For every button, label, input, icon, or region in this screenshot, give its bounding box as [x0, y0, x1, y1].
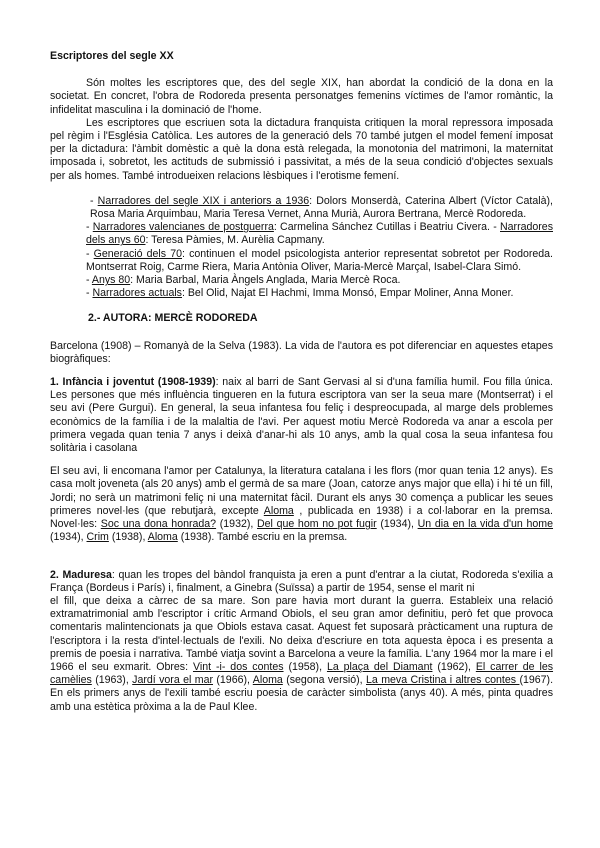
section-title: 2.- AUTORA: MERCÈ RODOREDA: [88, 312, 258, 325]
list-item: - Generació dels 70: continuen el model psicologista anterior representat sobretot per Rodoreda. Montserrat Roig, Carme Riera, Maria Antònia Oliver, Maria-Mercè Marçal, Isabel-Clara Simó.: [86, 247, 553, 273]
stage-2-paragraph-cont: el fill, que deixa a càrrec de sa mare. Son pare havia mort durant la guerra. Estableix una relació extramatrimonial amb l'escriptor i crític Armand Obiols, el seu gran amor definitiu, però fet que provoca comentaris malintencionats ja que Obiols estava casat. Aquest fet suposarà pràcticament una ruptura de l'escriptora i la resta d'intel·lectuals de l'exili. No deixa d'escriure en tota aquesta època i es presenta a premis de poesia i narrativa. També viatja sovint a Barcelona a veure la família. L'any 1964 mor la mare i el 1966 el seu exmarit. Obres: Vint -i- dos contes (1958), La plaça del Diamant (1962), El carrer de les camèlies (1963), Jardí vora el mar (1966), Aloma (segona versió), La meva Cristina i altres contes (1967). En els primers anys de l'exili també escriu poesia de caràcter simbolista (anys 40). A més, pinta quadres amb una estètica pròxima a la de Paul Klee.: [50, 594, 554, 713]
stage-1b-paragraph: El seu avi, li encomana l'amor per Catalunya, la literatura catalana i les flors (mor quan tenia 12 anys). Es casa molt joveneta (als 20 anys) amb el germà de sa mare (Joan, catorze anys major que ella) i hi té un fill, Jordi; no serà un matrimoni feliç ni una maternitat fàcil. Durant els anys 30 comença a publicar les seues primeres novel·les (que rebutjarà, excepte Aloma , publicada en 1938) i a col·laborar en la premsa. Novel·les: Soc una dona honrada? (1932), Del que hom no pot fugir (1934), Un dia en la vida d'un home (1934), Crim (1938), Aloma (1938). També escriu en la premsa.: [50, 465, 554, 544]
work-title: Del que hom no pot fugir: [257, 518, 377, 531]
work-title: Soc una dona honrada?: [100, 518, 217, 531]
list-item-label: Narradores del segle XIX i anteriors a 1936: [97, 194, 310, 207]
stage-2-paragraph: 2. Maduresa: quan les tropes del bàndol franquista ja eren a punt d'entrar a la ciutat, Rodoreda s'exilia a França (Bordeus i París) i, finalment, a Ginebra (Suïssa) a partir de 1954, sense el marit ni: [50, 568, 553, 594]
list-item: - Narradores actuals: Bel Olid, Najat El Hachmi, Imma Monsó, Empar Moliner, Anna Moner.: [86, 287, 514, 300]
list-item-label: Narradores actuals: [92, 287, 182, 300]
intro-paragraph-2: Les escriptores que escriuen sota la dictadura franquista critiquen la moral repressora imposada pel règim i l'Església Catòlica. Les autores de la generació dels 70 també jutgen el model femení imposat per la dictadura: l'àmbit domèstic a què la dona està relegada, la monotonia del matrimoni, la maternitat imposada i, sobretot, les actituds de submissió i passivitat, a més de la seua condició d'objectes sexuals per als homes. També introdueixen relacions lèsbiques i l'erotisme femení.: [50, 116, 553, 182]
intro-paragraph-1: Són moltes les escriptores que, des del segle XIX, han abordat la condició de la dona en la societat. En concret, l'obra de Rodoreda presenta personatges femenins víctimes de l'amor romàntic, la infidelitat masculina i la dominació de l'home.: [50, 77, 553, 116]
list-item-label: Generació dels 70: [93, 247, 182, 260]
work-title: El carrer de les camèlies: [50, 660, 554, 687]
list-item-label: Narradores valencianes de postguerra: [92, 221, 274, 234]
document-title: Escriptores del segle XX: [50, 50, 174, 62]
writers-list: [50, 195, 553, 301]
work-title: Aloma: [147, 531, 178, 544]
work-title: Aloma: [252, 674, 283, 687]
stage-1-paragraph: 1. Infància i joventut (1908-1939): naix al barri de Sant Gervasi al si d'una família humil. Fou filla única. Les persones que més influència tingueren en la futura escriptora van ser la seua mare (Montserrat) i el seu avi (Pere Gurgui). En general, la seua infantesa fou feliç i despreocupada, al marge dels problemes econòmics de la família i de la malaltia de l'avi. Per aquest motiu Mercè Rodoreda va anar a escola per primera vegada quan tenia 7 anys i deixà d'anar-hi als 10 anys, amb la qual cosa la seua infantesa fou solitària i casolana: [50, 376, 553, 455]
stage-1-title: 1. Infància i joventut (1908-1939): [50, 376, 216, 389]
work-title: Vint -i- dos contes: [192, 660, 284, 673]
document-page: [50, 50, 553, 714]
list-item: - Narradores del segle XIX i anteriors a 1936: Dolors Monserdà, Caterina Albert (Víctor Català), Rosa Maria Arquimbau, Maria Teresa Vernet, Anna Murià, Aurora Bertrana, Mercè Rodoreda.: [90, 194, 553, 221]
work-title: Crim: [86, 531, 109, 544]
stage-2-title: 2. Maduresa: [50, 568, 112, 581]
work-title: La plaça del Diamant: [326, 660, 433, 673]
list-item: - Narradores valencianes de postguerra: Carmelina Sánchez Cutillas i Beatriu Civera. - Narradores dels anys 60: Teresa Pàmies, M. Aurèlia Capmany.: [86, 221, 553, 247]
work-title: Jardí vora el mar: [132, 674, 213, 687]
list-item: - Anys 80: Maria Barbal, Maria Àngels Anglada, Maria Mercè Roca.: [86, 274, 401, 287]
list-item-label: Anys 80: [91, 274, 131, 287]
work-title: La meva Cristina i altres contes: [366, 674, 520, 687]
work-title: Un dia en la vida d'un home: [417, 518, 554, 531]
list-item-label: Narradores dels anys 60: [86, 221, 553, 247]
bio-intro: Barcelona (1908) – Romanyà de la Selva (1983). La vida de l'autora es pot diferenciar en aquestes etapes biogràfiques:: [50, 339, 553, 365]
